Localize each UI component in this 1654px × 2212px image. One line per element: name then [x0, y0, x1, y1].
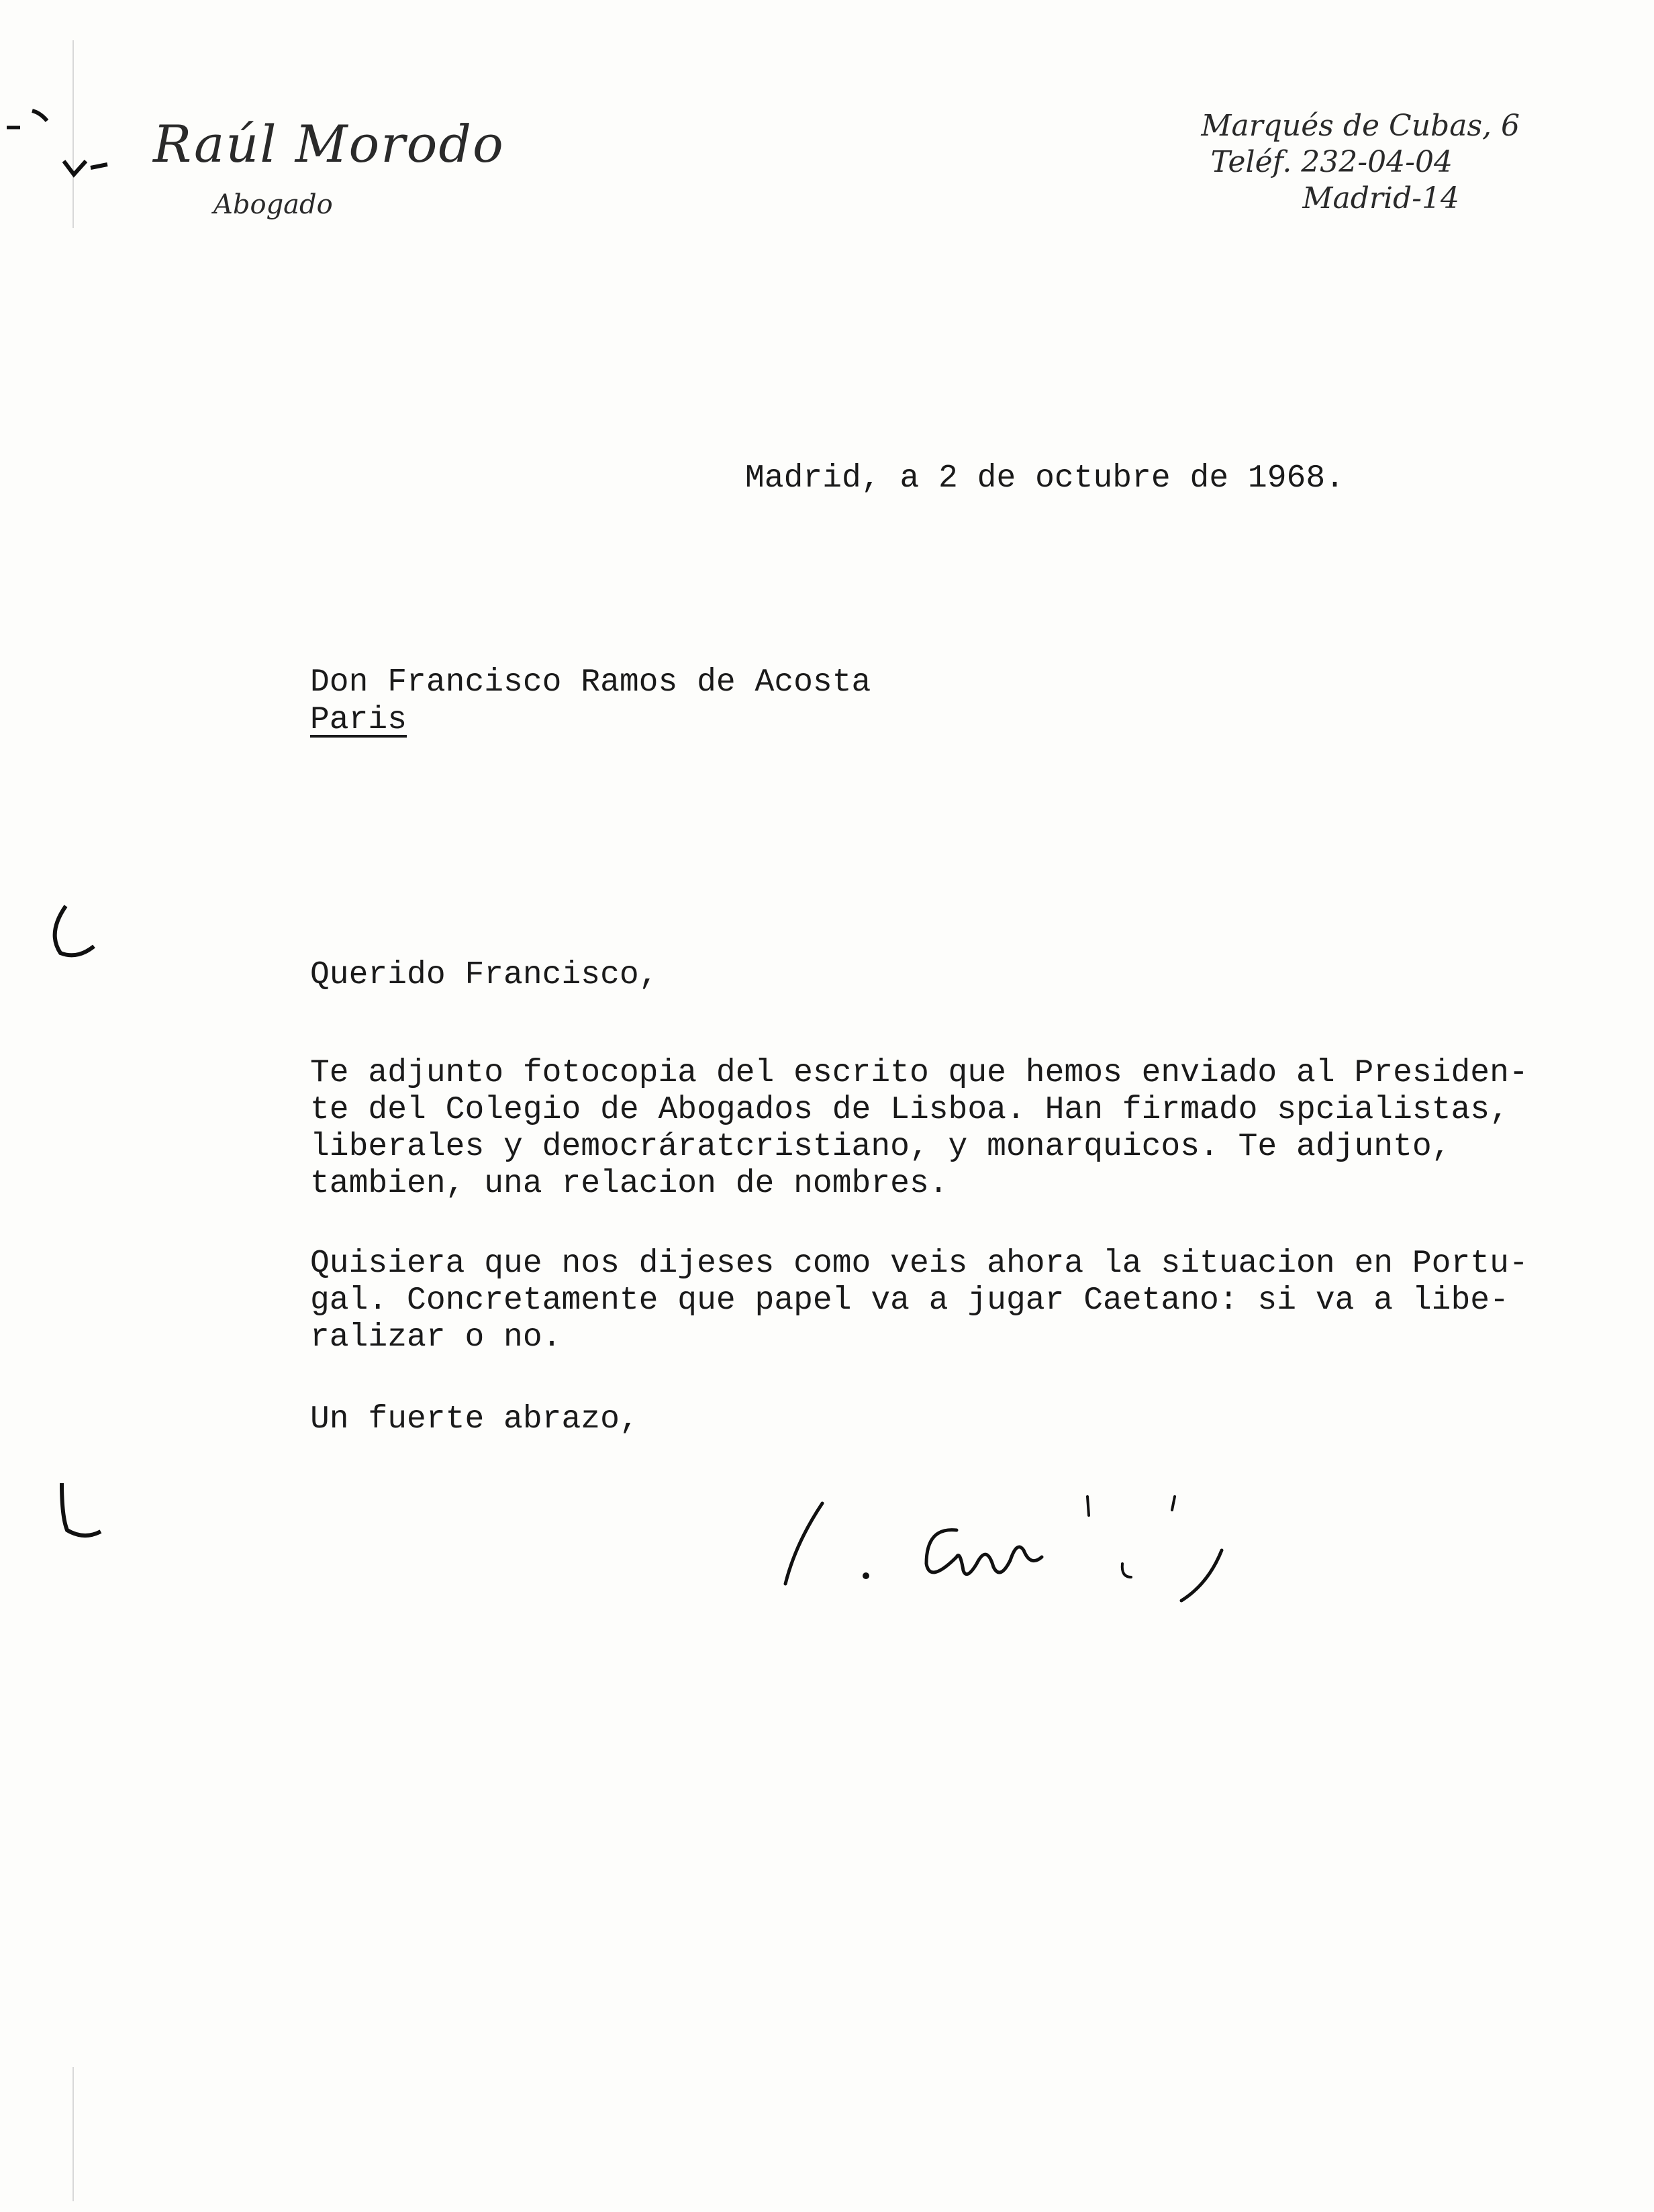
- binder-hole-mark: [40, 893, 107, 966]
- recipient-name: Don Francisco Ramos de Acosta: [310, 664, 871, 701]
- binder-hole-mark: [47, 1476, 114, 1550]
- margin-rule: [72, 2067, 74, 2201]
- letterhead-address-phone: Teléf. 232-04-04: [1210, 145, 1453, 179]
- letterhead-address-street: Marqués de Cubas, 6: [1201, 109, 1520, 143]
- handwritten-signature: [765, 1456, 1249, 1604]
- letterhead-name: Raúl Morodo: [153, 114, 505, 174]
- body-paragraph: Quisiera que nos dijeses como veis ahora la situacion en Portu- gal. Concretamente que papel va a jugar Caetano: si va a libe- ralizar o no.: [310, 1246, 1528, 1356]
- letterhead-title: Abogado: [213, 189, 333, 220]
- body-paragraph: Te adjunto fotocopia del escrito que hemos enviado al Presiden- te del Colegio de Abogados de Lisboa. Han firmado spcialistas, liberales y democráratcristiano, y monarquicos. Te adjunto, tambien, una relacion de nombres.: [310, 1055, 1528, 1202]
- salutation: Querido Francisco,: [310, 957, 659, 993]
- closing: Un fuerte abrazo,: [310, 1401, 639, 1438]
- letter-date: Madrid, a 2 de octubre de 1968.: [745, 460, 1345, 497]
- letterhead-address-city: Madrid-14: [1302, 181, 1459, 215]
- hole-punch-mark: [0, 94, 148, 181]
- recipient-city: Paris: [310, 702, 407, 738]
